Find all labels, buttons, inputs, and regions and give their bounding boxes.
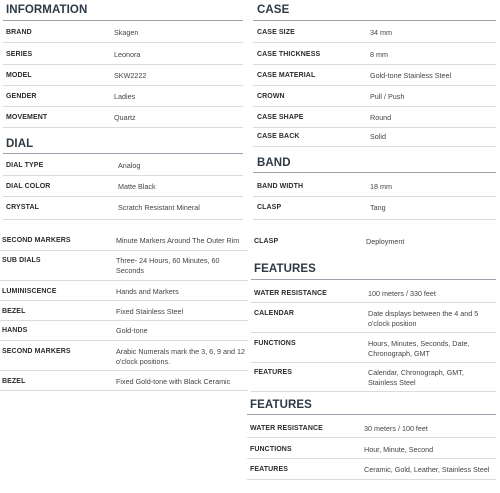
row-value: 34 mm bbox=[370, 28, 392, 37]
row-value: Round bbox=[370, 113, 392, 122]
row-value: Solid bbox=[370, 132, 386, 141]
row-value: SKW2222 bbox=[114, 71, 147, 80]
row-divider bbox=[253, 106, 496, 107]
row-divider bbox=[253, 146, 496, 147]
row-value: Calendar, Chronograph, GMT, Stainless Steel bbox=[368, 368, 464, 387]
row-label: HANDS bbox=[2, 327, 28, 334]
row-label: CASE SIZE bbox=[257, 29, 295, 36]
band-heading-line bbox=[253, 172, 496, 173]
row-value: 100 meters / 330 feet bbox=[368, 289, 436, 298]
band-heading: BAND bbox=[257, 157, 291, 169]
row-value: 18 mm bbox=[370, 182, 392, 191]
row-divider bbox=[3, 219, 243, 220]
row-label: CASE MATERIAL bbox=[257, 72, 316, 79]
row-label: CROWN bbox=[257, 93, 285, 100]
row-divider bbox=[247, 458, 496, 459]
row-divider bbox=[247, 437, 496, 438]
case-heading: CASE bbox=[257, 4, 290, 16]
row-divider bbox=[251, 302, 496, 303]
row-value: 30 meters / 100 feet bbox=[364, 424, 428, 433]
row-divider bbox=[3, 127, 243, 128]
row-value: Ladies bbox=[114, 92, 136, 101]
row-label: SECOND MARKERS bbox=[2, 237, 71, 244]
row-divider bbox=[0, 280, 248, 281]
row-divider bbox=[253, 42, 496, 43]
row-divider bbox=[247, 479, 496, 480]
row-value: Ceramic, Gold, Leather, Stainless Steel bbox=[364, 465, 490, 474]
row-value: Fixed Stainless Steel bbox=[116, 307, 184, 316]
row-value: Date displays between the 4 and 5 o'clock position bbox=[368, 309, 479, 328]
row-divider bbox=[3, 196, 243, 197]
row-divider bbox=[253, 85, 496, 86]
row-label: BEZEL bbox=[2, 308, 26, 315]
row-value: Hands and Markers bbox=[116, 287, 179, 296]
row-value: Arabic Numerals mark the 3, 6, 9 and 12 o'clock positions. bbox=[116, 347, 246, 366]
row-value: Matte Black bbox=[118, 182, 156, 191]
row-value: Scratch Resistant Mineral bbox=[118, 203, 200, 212]
row-divider bbox=[251, 362, 496, 363]
row-value: Gold-tone Stainless Steel bbox=[370, 71, 452, 80]
row-label: MODEL bbox=[6, 72, 32, 79]
row-label: CLASP bbox=[254, 238, 279, 245]
row-value: Quartz bbox=[114, 113, 136, 122]
row-divider bbox=[0, 370, 248, 371]
information-heading-line bbox=[3, 20, 243, 21]
row-label: GENDER bbox=[6, 93, 37, 100]
row-label: WATER RESISTANCE bbox=[254, 290, 327, 297]
information-heading: INFORMATION bbox=[6, 4, 88, 16]
row-divider bbox=[0, 320, 248, 321]
row-value: Leonora bbox=[114, 50, 141, 59]
dial-heading: DIAL bbox=[6, 138, 34, 150]
row-divider bbox=[3, 42, 243, 43]
row-value: Tang bbox=[370, 203, 386, 212]
row-value: Skagen bbox=[114, 28, 139, 37]
row-label: CLASP bbox=[257, 204, 282, 211]
row-label: SECOND MARKERS bbox=[2, 348, 71, 355]
row-label: MOVEMENT bbox=[6, 114, 48, 121]
row-label: BRAND bbox=[6, 29, 32, 36]
row-value: Pull / Push bbox=[370, 92, 405, 101]
row-label: CRYSTAL bbox=[6, 204, 39, 211]
row-value: Minute Markers Around The Outer Rim bbox=[116, 236, 240, 245]
row-divider bbox=[253, 127, 496, 128]
row-divider bbox=[0, 390, 248, 391]
row-label: LUMINISCENCE bbox=[2, 288, 57, 295]
row-value: Three- 24 Hours, 60 Minutes, 60 Seconds bbox=[116, 256, 220, 275]
features-heading-line bbox=[251, 279, 496, 280]
row-divider bbox=[3, 85, 243, 86]
row-label: BAND WIDTH bbox=[257, 183, 304, 190]
row-label: DIAL COLOR bbox=[6, 183, 51, 190]
row-divider bbox=[0, 340, 248, 341]
row-label: FUNCTIONS bbox=[254, 340, 296, 347]
row-value: Gold-tone bbox=[116, 326, 148, 335]
row-label: CASE THICKNESS bbox=[257, 51, 321, 58]
row-value: Hours, Minutes, Seconds, Date, Chronograph, GMT bbox=[368, 339, 470, 358]
row-label: FUNCTIONS bbox=[250, 446, 292, 453]
features-heading: FEATURES bbox=[254, 263, 316, 275]
features-heading-line-2 bbox=[247, 414, 496, 415]
row-value: Hour, Minute, Second bbox=[364, 445, 434, 454]
row-divider bbox=[251, 391, 496, 392]
row-divider bbox=[3, 175, 243, 176]
row-divider bbox=[0, 250, 248, 251]
row-divider bbox=[0, 300, 248, 301]
row-label: FEATURES bbox=[250, 466, 289, 473]
row-value: Analog bbox=[118, 161, 141, 170]
row-label: CALENDAR bbox=[254, 310, 295, 317]
row-label: DIAL TYPE bbox=[6, 162, 44, 169]
row-label: FEATURES bbox=[254, 369, 293, 376]
row-label: BEZEL bbox=[2, 378, 26, 385]
row-divider bbox=[253, 219, 496, 220]
row-value: Fixed Gold-tone with Black Ceramic bbox=[116, 377, 231, 386]
row-label: CASE SHAPE bbox=[257, 114, 304, 121]
row-divider bbox=[251, 332, 496, 333]
dial-heading-line bbox=[3, 153, 243, 154]
row-divider bbox=[253, 64, 496, 65]
row-label: SUB DIALS bbox=[2, 257, 41, 264]
row-value: 8 mm bbox=[370, 50, 388, 59]
row-value: Deployment bbox=[366, 237, 405, 246]
row-label: SERIES bbox=[6, 51, 33, 58]
case-heading-line bbox=[253, 20, 496, 21]
row-divider bbox=[3, 64, 243, 65]
row-divider bbox=[3, 106, 243, 107]
row-label: WATER RESISTANCE bbox=[250, 425, 323, 432]
features-heading-2: FEATURES bbox=[250, 399, 312, 411]
row-label: CASE BACK bbox=[257, 133, 300, 140]
row-divider bbox=[253, 196, 496, 197]
